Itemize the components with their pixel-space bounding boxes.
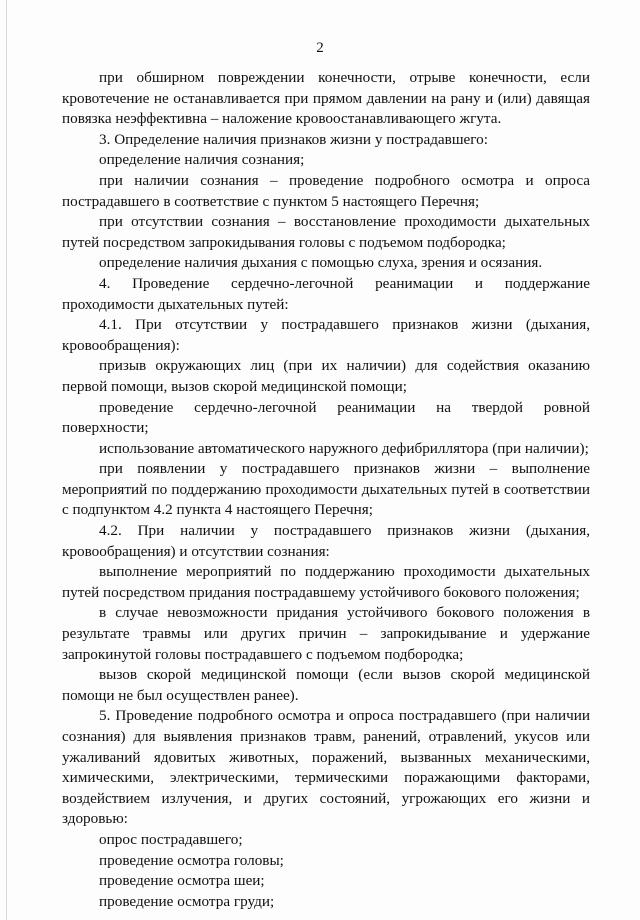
paragraph-breathing-check: определение наличия дыхания с помощью слуха, зрения и осязания. <box>99 254 543 272</box>
paragraph-section-3-heading: 3. Определение наличия признаков жизни у пострадавшего: <box>99 130 488 148</box>
paragraph-signs-of-life: при появлении у пострадавшего признаков жизни – выполнение мероприятий по поддержанию проходимости дыхательных путей в соответствии с подпунктом 4.2 пункта 4 настоящего Перечня; <box>62 460 590 519</box>
paragraph-defibrillator: использование автоматического наружного дефибриллятора (при наличии); <box>99 439 589 457</box>
document-body <box>62 68 590 912</box>
paragraph-call-for-help: призыв окружающих лиц (при их наличии) для содействия оказанию первой помощи, вызов скорой медицинской помощи; <box>62 357 590 395</box>
paragraph-subsection-4-1: 4.1. При отсутствии у пострадавшего признаков жизни (дыхания, кровообращения): <box>62 316 590 354</box>
paragraph-consciousness-check: определение наличия сознания; <box>99 151 305 169</box>
paragraph-neck-exam: проведение осмотра шеи; <box>99 872 265 890</box>
paragraph-cpr: проведение сердечно-легочной реанимации на твердой ровной поверхности; <box>62 398 590 437</box>
paragraph-section-5-heading: 5. Проведение подробного осмотра и опроса пострадавшего (при наличии сознания) для выявления признаков травм, ранений, отравлений, укусов или ужаливаний ядовитых животных, поражений, вызванных механическими, химическими, электрическими, термическими поражающими факторами, воздействием излучения, и других состояний, угрожающих его жизни и здоровью: <box>62 707 590 828</box>
paragraph-ambulance: вызов скорой медицинской помощи (если вызов скорой медицинской помощи не был осуществлен ранее). <box>62 666 590 704</box>
paragraph-recovery-position: выполнение мероприятий по поддержанию проходимости дыхательных путей посредством придания пострадавшему устойчивого бокового положения; <box>62 563 590 601</box>
page-number: 2 <box>316 40 324 56</box>
paragraph-subsection-4-2: 4.2. При наличии у пострадавшего признаков жизни (дыхания, кровообращения) и отсутствии сознания: <box>62 522 590 560</box>
paragraph-chest-exam: проведение осмотра груди; <box>99 892 275 910</box>
scan-edge-line <box>6 0 7 920</box>
paragraph-head-tilt: в случае невозможности придания устойчивого бокового положения в результате травмы или других причин – запрокидывание и удержание запрокинутой головы пострадавшего с подъемом подбородка; <box>62 604 590 663</box>
paragraph-tourniquet: при обширном повреждении конечности, отрыве конечности, если кровотечение не останавливается при прямом давлении на рану и (или) давящая повязка неэффективна – наложение кровоостанавливающего жгута. <box>62 69 590 128</box>
paragraph-interview: опрос пострадавшего; <box>99 830 243 848</box>
paragraph-head-exam: проведение осмотра головы; <box>99 851 284 869</box>
paragraph-conscious: при наличии сознания – проведение подробного осмотра и опроса пострадавшего в соответствие с пунктом 5 настоящего Перечня; <box>62 171 590 210</box>
paragraph-unconscious: при отсутствии сознания – восстановление проходимости дыхательных путей посредством запрокидывания головы с подъемом подбородка; <box>62 213 590 251</box>
paragraph-section-4-heading: 4. Проведение сердечно-легочной реанимации и поддержание проходимости дыхательных путей: <box>62 274 590 313</box>
